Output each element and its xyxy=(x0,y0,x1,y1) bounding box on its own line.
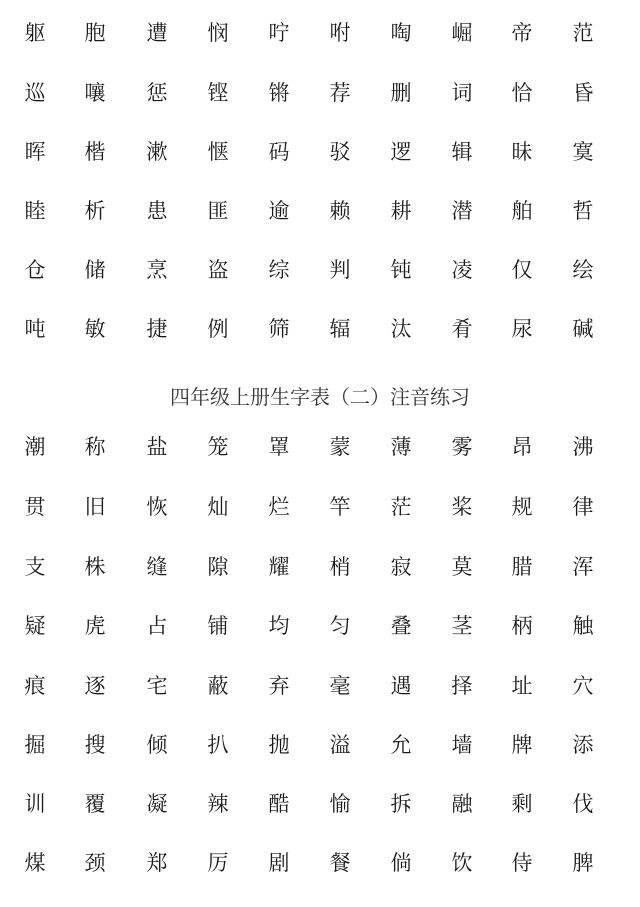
character-cell: 遇 xyxy=(390,674,412,698)
character-cell: 漱 xyxy=(146,140,168,164)
character-cell: 剩 xyxy=(511,792,533,816)
character-cell: 痕 xyxy=(24,674,46,698)
character-cell: 郑 xyxy=(146,851,168,875)
character-cell: 扒 xyxy=(207,733,229,757)
character-cell: 愉 xyxy=(329,792,351,816)
character-cell: 允 xyxy=(390,733,412,757)
character-cell: 嚷 xyxy=(84,81,106,105)
character-cell: 拆 xyxy=(390,792,412,816)
character-cell: 沸 xyxy=(572,435,594,459)
character-cell: 添 xyxy=(572,733,594,757)
character-cell: 例 xyxy=(207,317,229,341)
character-cell: 躯 xyxy=(24,21,46,45)
character-cell: 恰 xyxy=(511,81,533,105)
character-cell: 旧 xyxy=(84,495,106,519)
character-cell: 敏 xyxy=(84,317,106,341)
character-cell: 煤 xyxy=(24,851,46,875)
character-cell: 潮 xyxy=(24,435,46,459)
character-row xyxy=(0,255,640,285)
character-cell: 码 xyxy=(268,140,290,164)
character-cell: 词 xyxy=(451,81,473,105)
character-cell: 铺 xyxy=(207,614,229,638)
character-row xyxy=(0,611,640,641)
character-cell: 贯 xyxy=(24,495,46,519)
character-cell: 寂 xyxy=(390,555,412,579)
character-cell: 昂 xyxy=(511,435,533,459)
character-cell: 肴 xyxy=(451,317,473,341)
character-cell: 逻 xyxy=(390,140,412,164)
character-cell: 均 xyxy=(268,614,290,638)
character-cell: 辑 xyxy=(451,140,473,164)
character-cell: 溢 xyxy=(329,733,351,757)
character-cell: 侍 xyxy=(511,851,533,875)
character-cell: 匀 xyxy=(329,614,351,638)
character-cell: 筛 xyxy=(268,317,290,341)
character-cell: 株 xyxy=(84,555,106,579)
character-cell: 啕 xyxy=(390,21,412,45)
character-cell: 仅 xyxy=(511,258,533,282)
character-cell: 址 xyxy=(511,674,533,698)
character-cell: 钝 xyxy=(390,258,412,282)
character-cell: 捷 xyxy=(146,317,168,341)
character-cell: 哲 xyxy=(572,199,594,223)
character-cell: 雾 xyxy=(451,435,473,459)
character-cell: 浑 xyxy=(572,555,594,579)
section-title: 四年级上册生字表（二）注音练习 xyxy=(170,385,470,409)
character-cell: 触 xyxy=(572,614,594,638)
character-cell: 脾 xyxy=(572,851,594,875)
character-row xyxy=(0,671,640,701)
character-cell: 规 xyxy=(511,495,533,519)
character-cell: 茫 xyxy=(390,495,412,519)
character-cell: 墙 xyxy=(451,733,473,757)
character-row xyxy=(0,314,640,344)
character-cell: 舶 xyxy=(511,199,533,223)
character-cell: 宅 xyxy=(146,674,168,698)
character-cell: 毫 xyxy=(329,674,351,698)
character-cell: 竿 xyxy=(329,495,351,519)
character-row xyxy=(0,789,640,819)
character-cell: 牌 xyxy=(511,733,533,757)
character-row xyxy=(0,137,640,167)
character-cell: 灿 xyxy=(207,495,229,519)
character-cell: 薄 xyxy=(390,435,412,459)
character-cell: 虎 xyxy=(84,614,106,638)
character-cell: 蒙 xyxy=(329,435,351,459)
character-cell: 赖 xyxy=(329,199,351,223)
character-cell: 帝 xyxy=(511,21,533,45)
character-cell: 荐 xyxy=(329,81,351,105)
character-cell: 综 xyxy=(268,258,290,282)
character-row xyxy=(0,432,640,462)
character-cell: 储 xyxy=(84,258,106,282)
character-cell: 辐 xyxy=(329,317,351,341)
character-row xyxy=(0,552,640,582)
character-cell: 恢 xyxy=(146,495,168,519)
character-cell: 凝 xyxy=(146,792,168,816)
character-cell: 仓 xyxy=(24,258,46,282)
character-cell: 辣 xyxy=(207,792,229,816)
character-cell: 隙 xyxy=(207,555,229,579)
character-cell: 弃 xyxy=(268,674,290,698)
character-row xyxy=(0,196,640,226)
character-cell: 剧 xyxy=(268,851,290,875)
character-cell: 支 xyxy=(24,555,46,579)
character-cell: 咛 xyxy=(268,21,290,45)
character-row xyxy=(0,730,640,760)
character-cell: 抛 xyxy=(268,733,290,757)
character-cell: 绘 xyxy=(572,258,594,282)
character-cell: 搜 xyxy=(84,733,106,757)
character-cell: 铿 xyxy=(207,81,229,105)
character-cell: 茎 xyxy=(451,614,473,638)
character-cell: 烂 xyxy=(268,495,290,519)
character-cell: 占 xyxy=(146,614,168,638)
character-cell: 称 xyxy=(84,435,106,459)
character-cell: 缝 xyxy=(146,555,168,579)
character-cell: 腊 xyxy=(511,555,533,579)
character-cell: 崛 xyxy=(451,21,473,45)
character-cell: 掘 xyxy=(24,733,46,757)
character-cell: 颈 xyxy=(84,851,106,875)
character-cell: 笼 xyxy=(207,435,229,459)
character-cell: 删 xyxy=(390,81,412,105)
character-cell: 楷 xyxy=(84,140,106,164)
character-cell: 惬 xyxy=(207,140,229,164)
character-row xyxy=(0,492,640,522)
character-cell: 睦 xyxy=(24,199,46,223)
character-cell: 梢 xyxy=(329,555,351,579)
character-cell: 柄 xyxy=(511,614,533,638)
character-cell: 析 xyxy=(84,199,106,223)
character-cell: 遭 xyxy=(146,21,168,45)
character-cell: 驳 xyxy=(329,140,351,164)
character-cell: 盐 xyxy=(146,435,168,459)
character-cell: 穴 xyxy=(572,674,594,698)
character-cell: 桨 xyxy=(451,495,473,519)
character-cell: 耕 xyxy=(390,199,412,223)
character-cell: 餐 xyxy=(329,851,351,875)
character-cell: 酷 xyxy=(268,792,290,816)
character-cell: 烹 xyxy=(146,258,168,282)
character-cell: 莫 xyxy=(451,555,473,579)
character-cell: 伐 xyxy=(572,792,594,816)
character-cell: 吨 xyxy=(24,317,46,341)
character-cell: 匪 xyxy=(207,199,229,223)
character-cell: 疑 xyxy=(24,614,46,638)
character-cell: 碱 xyxy=(572,317,594,341)
character-cell: 昏 xyxy=(572,81,594,105)
character-cell: 倘 xyxy=(390,851,412,875)
character-cell: 律 xyxy=(572,495,594,519)
character-cell: 胞 xyxy=(84,21,106,45)
character-row xyxy=(0,18,640,48)
character-cell: 寞 xyxy=(572,140,594,164)
character-cell: 判 xyxy=(329,258,351,282)
character-cell: 蔽 xyxy=(207,674,229,698)
character-cell: 融 xyxy=(451,792,473,816)
character-row xyxy=(0,848,640,878)
character-row xyxy=(0,78,640,108)
character-cell: 尿 xyxy=(511,317,533,341)
character-cell: 倾 xyxy=(146,733,168,757)
character-cell: 昧 xyxy=(511,140,533,164)
character-cell: 盗 xyxy=(207,258,229,282)
character-cell: 逾 xyxy=(268,199,290,223)
character-cell: 患 xyxy=(146,199,168,223)
character-cell: 锵 xyxy=(268,81,290,105)
character-cell: 悯 xyxy=(207,21,229,45)
character-cell: 惩 xyxy=(146,81,168,105)
character-cell: 训 xyxy=(24,792,46,816)
character-cell: 晖 xyxy=(24,140,46,164)
character-cell: 厉 xyxy=(207,851,229,875)
character-cell: 范 xyxy=(572,21,594,45)
character-cell: 罩 xyxy=(268,435,290,459)
character-cell: 凌 xyxy=(451,258,473,282)
character-cell: 饮 xyxy=(451,851,473,875)
character-cell: 覆 xyxy=(84,792,106,816)
character-cell: 巡 xyxy=(24,81,46,105)
character-cell: 汰 xyxy=(390,317,412,341)
character-cell: 叠 xyxy=(390,614,412,638)
character-cell: 潜 xyxy=(451,199,473,223)
character-cell: 咐 xyxy=(329,21,351,45)
character-cell: 择 xyxy=(451,674,473,698)
character-cell: 耀 xyxy=(268,555,290,579)
character-cell: 逐 xyxy=(84,674,106,698)
